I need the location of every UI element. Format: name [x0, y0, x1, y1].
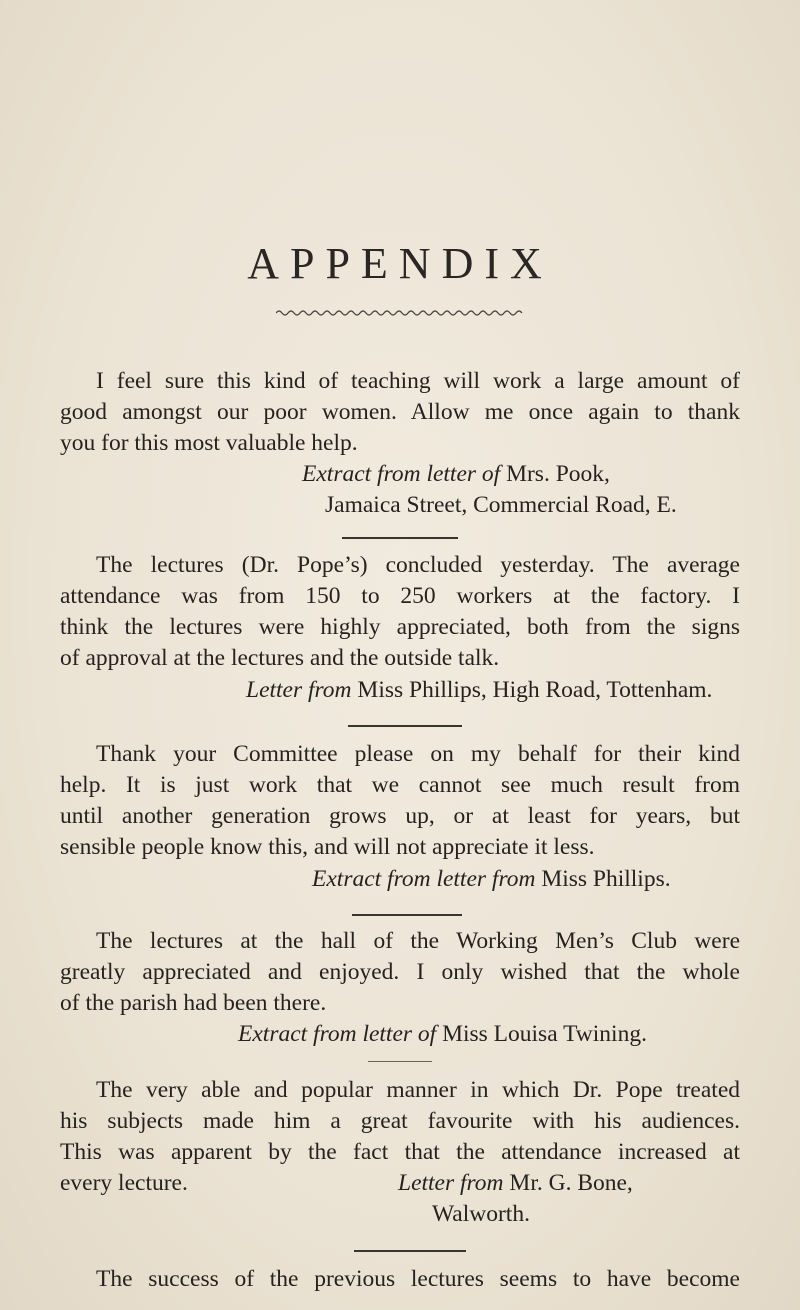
- text-line: The lectures at the hall of the Working Men’s Club were: [96, 928, 740, 954]
- text-line: The success of the previous lectures seems to have become: [96, 1266, 740, 1292]
- separator-rule: [348, 725, 462, 727]
- text-line: his subjects made him a great favourite with his audiences.: [60, 1108, 740, 1134]
- letter-extract-2: [60, 550, 740, 674]
- attribution-name: Miss Louisa Twining.: [442, 1021, 647, 1047]
- text-line: The lectures (Dr. Pope’s) concluded yesterday. The average: [96, 552, 740, 578]
- attribution-1: [302, 459, 610, 490]
- separator-rule: [368, 1061, 432, 1062]
- text-line: attendance was from 150 to 250 workers at the factory. I: [60, 583, 740, 609]
- text-line: of the parish had been there.: [60, 990, 327, 1016]
- attribution-name: Miss Phillips, High Road, Tottenham.: [357, 677, 713, 703]
- attribution-name: Mr. G. Bone,: [509, 1170, 633, 1196]
- attribution-prefix: Letter from: [246, 677, 358, 703]
- text-line: The very able and popular manner in which Dr. Pope treated: [96, 1077, 740, 1103]
- text-line: This was apparent by the fact that the attendance increased at: [60, 1139, 740, 1165]
- separator-rule: [342, 537, 458, 539]
- letter-extract-6: [60, 1264, 740, 1295]
- attribution-prefix: Extract from letter from: [312, 866, 542, 892]
- text-line: good amongst our poor women. Allow me once again to thank: [60, 399, 740, 425]
- title-ornament: [276, 308, 526, 318]
- attribution-3: [312, 864, 671, 895]
- attribution-1-address: [325, 490, 677, 521]
- letter-extract-4: [60, 926, 740, 1019]
- text-line: sensible people know this, and will not appreciate it less.: [60, 834, 595, 860]
- attribution-name: Mrs. Pook,: [506, 461, 610, 487]
- page-title: APPENDIX: [247, 239, 553, 288]
- text-line: Thank your Committee please on my behalf for their kind: [96, 741, 740, 767]
- attribution-prefix: Extract from letter of: [302, 461, 507, 487]
- attribution-prefix: Extract from letter of: [238, 1021, 443, 1047]
- attribution-address: Jamaica Street, Commercial Road, E.: [325, 492, 677, 518]
- attribution-name: Miss Phillips.: [541, 866, 671, 892]
- attribution-5-address: [432, 1199, 530, 1230]
- text-line: greatly appreciated and enjoyed. I only wished that the whole: [60, 959, 740, 985]
- letter-extract-1: [60, 366, 740, 459]
- attribution-4: [238, 1019, 647, 1050]
- text-line: you for this most valuable help.: [60, 430, 358, 456]
- text-line: every lecture.: [60, 1170, 188, 1196]
- separator-rule: [352, 914, 462, 916]
- attribution-address: Walworth.: [432, 1201, 530, 1227]
- text-line: until another generation grows up, or at least for years, but: [60, 803, 740, 829]
- text-line: think the lectures were highly appreciated, both from the signs: [60, 614, 740, 640]
- letter-extract-3: [60, 739, 740, 863]
- text-line: I feel sure this kind of teaching will work a large amount of: [96, 368, 740, 394]
- attribution-prefix: Letter from: [398, 1170, 510, 1196]
- text-line: of approval at the lectures and the outside talk.: [60, 645, 500, 671]
- separator-rule: [354, 1250, 466, 1252]
- text-line: help. It is just work that we cannot see much result from: [60, 772, 740, 798]
- attribution-2: [246, 675, 712, 706]
- attribution-5: [398, 1168, 633, 1199]
